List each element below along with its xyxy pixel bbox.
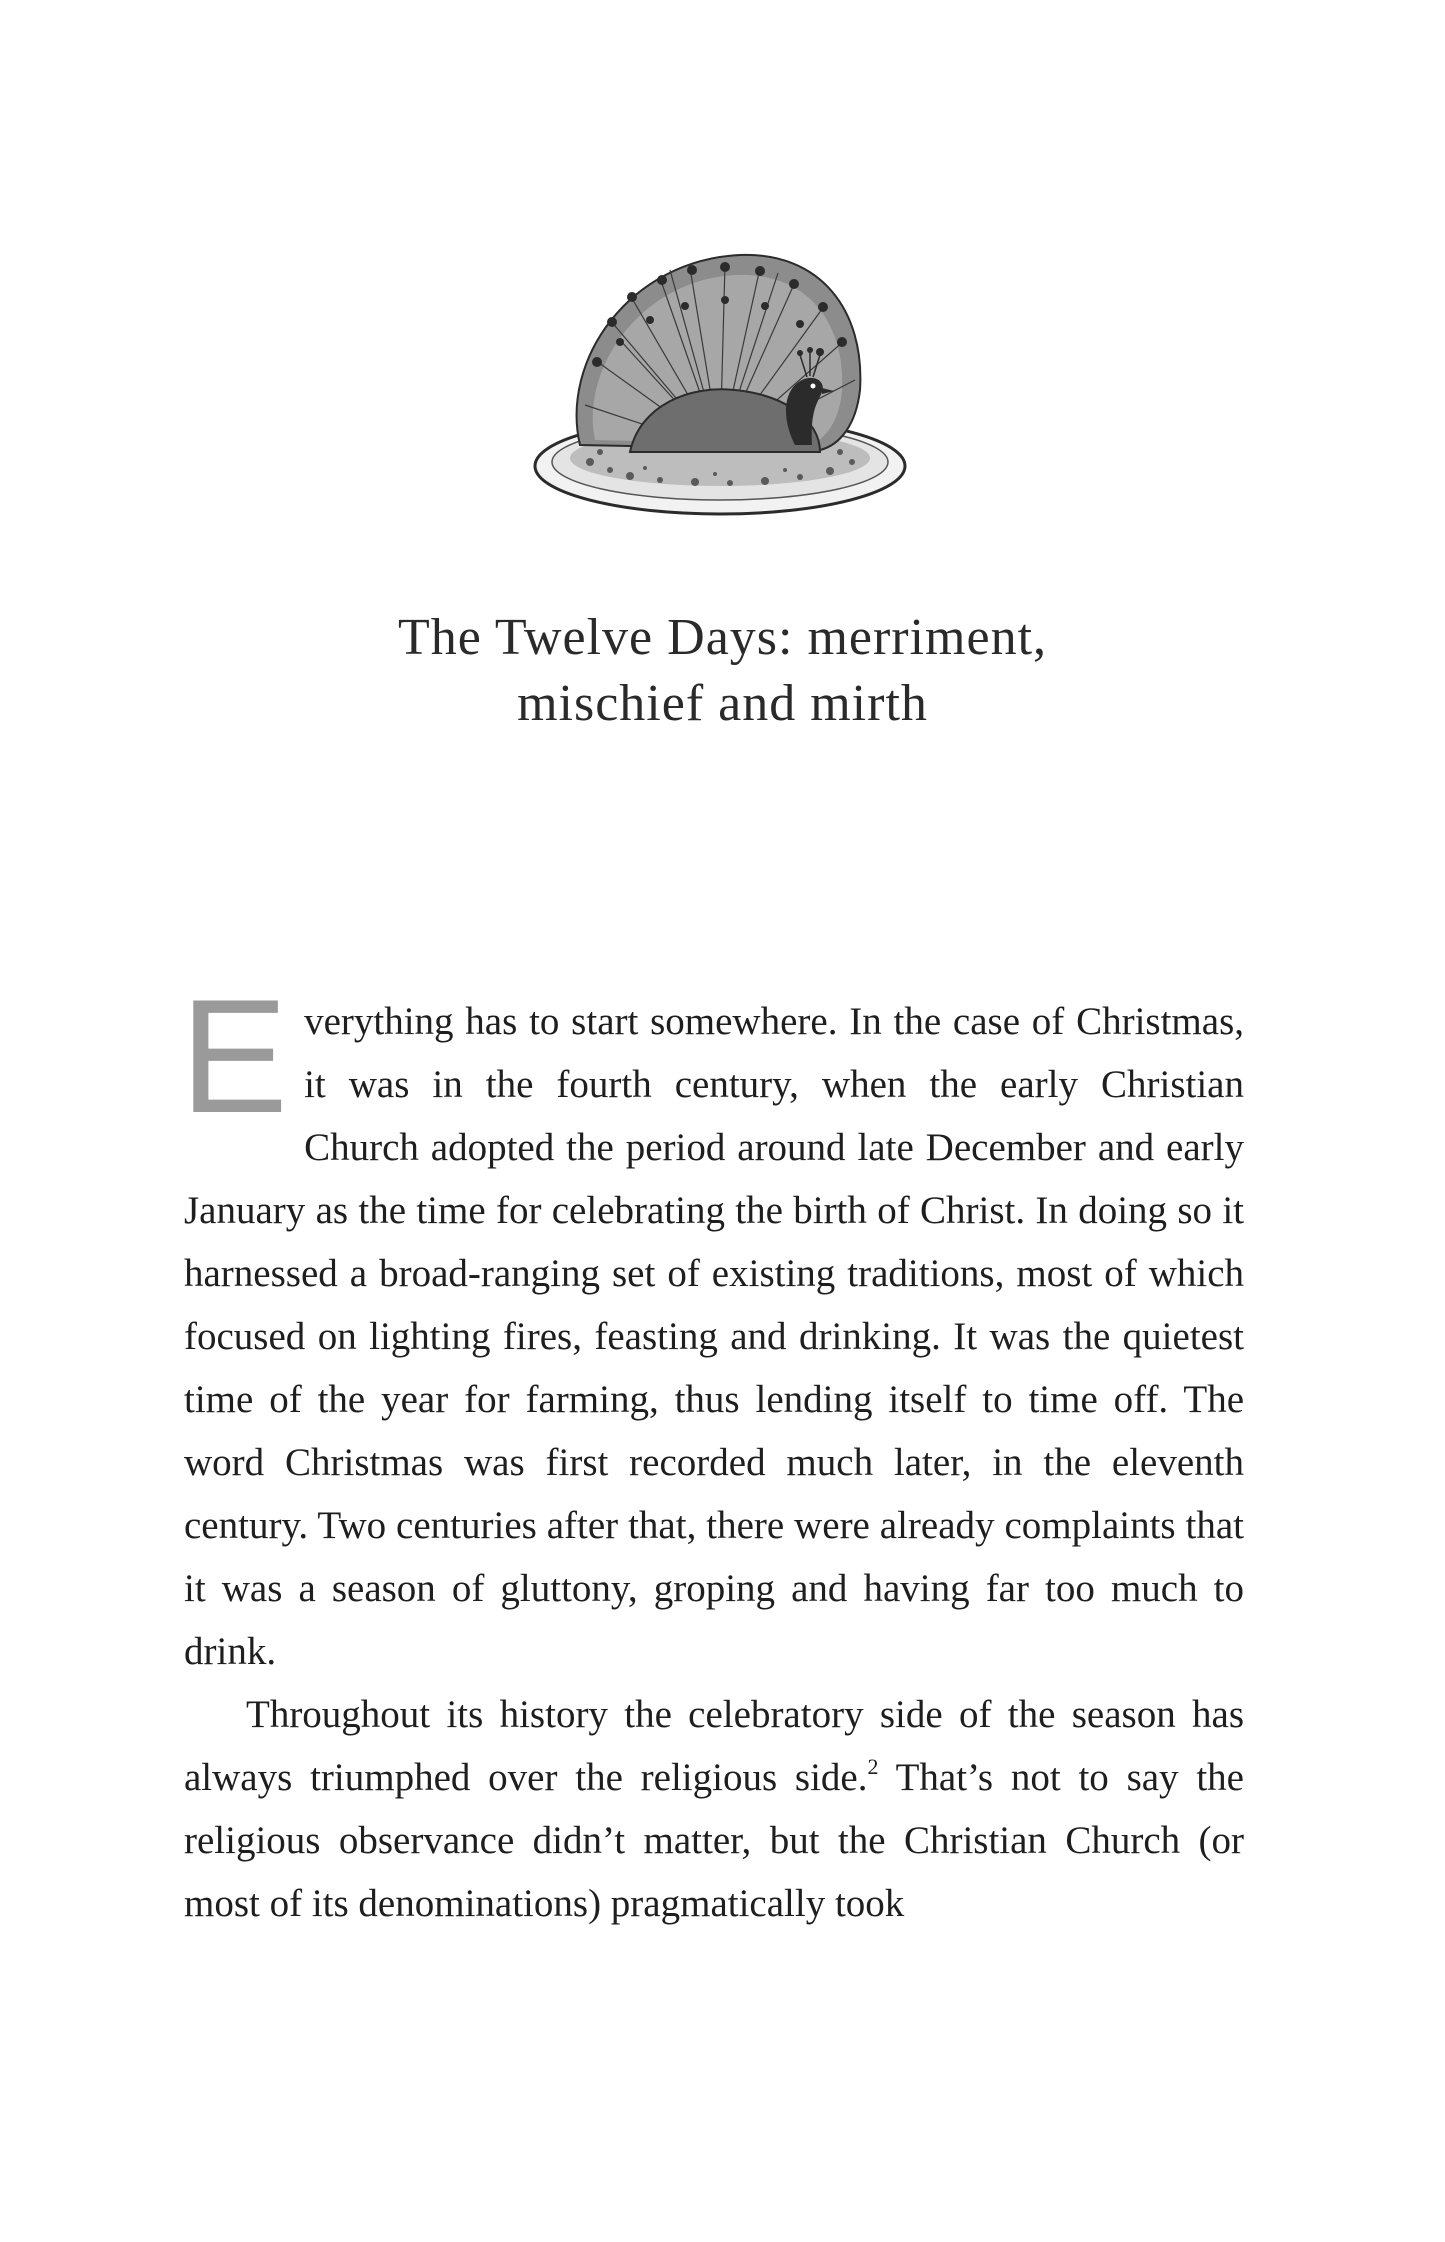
footnote-marker[interactable]: 2 — [867, 1754, 879, 1779]
chapter-title-line-1: The Twelve Days: merriment, — [397, 609, 1048, 666]
paragraph-2-text-a: Throughout its history the celebratory side of the season has always triumphed over the religious side. — [184, 1693, 1244, 1799]
chapter-title-line-2: mischief and mirth — [517, 675, 928, 732]
peacock-pie-icon — [520, 240, 920, 540]
drop-cap: E — [180, 966, 289, 1147]
chapter-title — [300, 605, 1145, 737]
paragraph-2 — [184, 1683, 1244, 1935]
paragraph-1-text: verything has to start somewhere. In the case of Christmas, it was in the fourth century, when the early Christian Church adopted the period around late December and early January as the time for celebrating the birth of Christ. In doing so it harnessed a broad-ranging set of existing traditions, most of which focused on lighting fires, feasting and drinking. It was the quietest time of the year for farming, thus lending itself to time off. The word Christmas was first recorded much later, in the eleventh century. Two centuries after that, there were already complaints that it was a season of gluttony, groping and having far too much to drink. — [184, 1000, 1244, 1673]
body-text — [180, 966, 1244, 1935]
paragraph-1 — [180, 966, 1244, 1683]
paragraph-2-text-b: That’s not to say the religious observance didn’t matter, but the Christian Church (or most of its denominations) pragmatically took — [184, 1756, 1244, 1925]
